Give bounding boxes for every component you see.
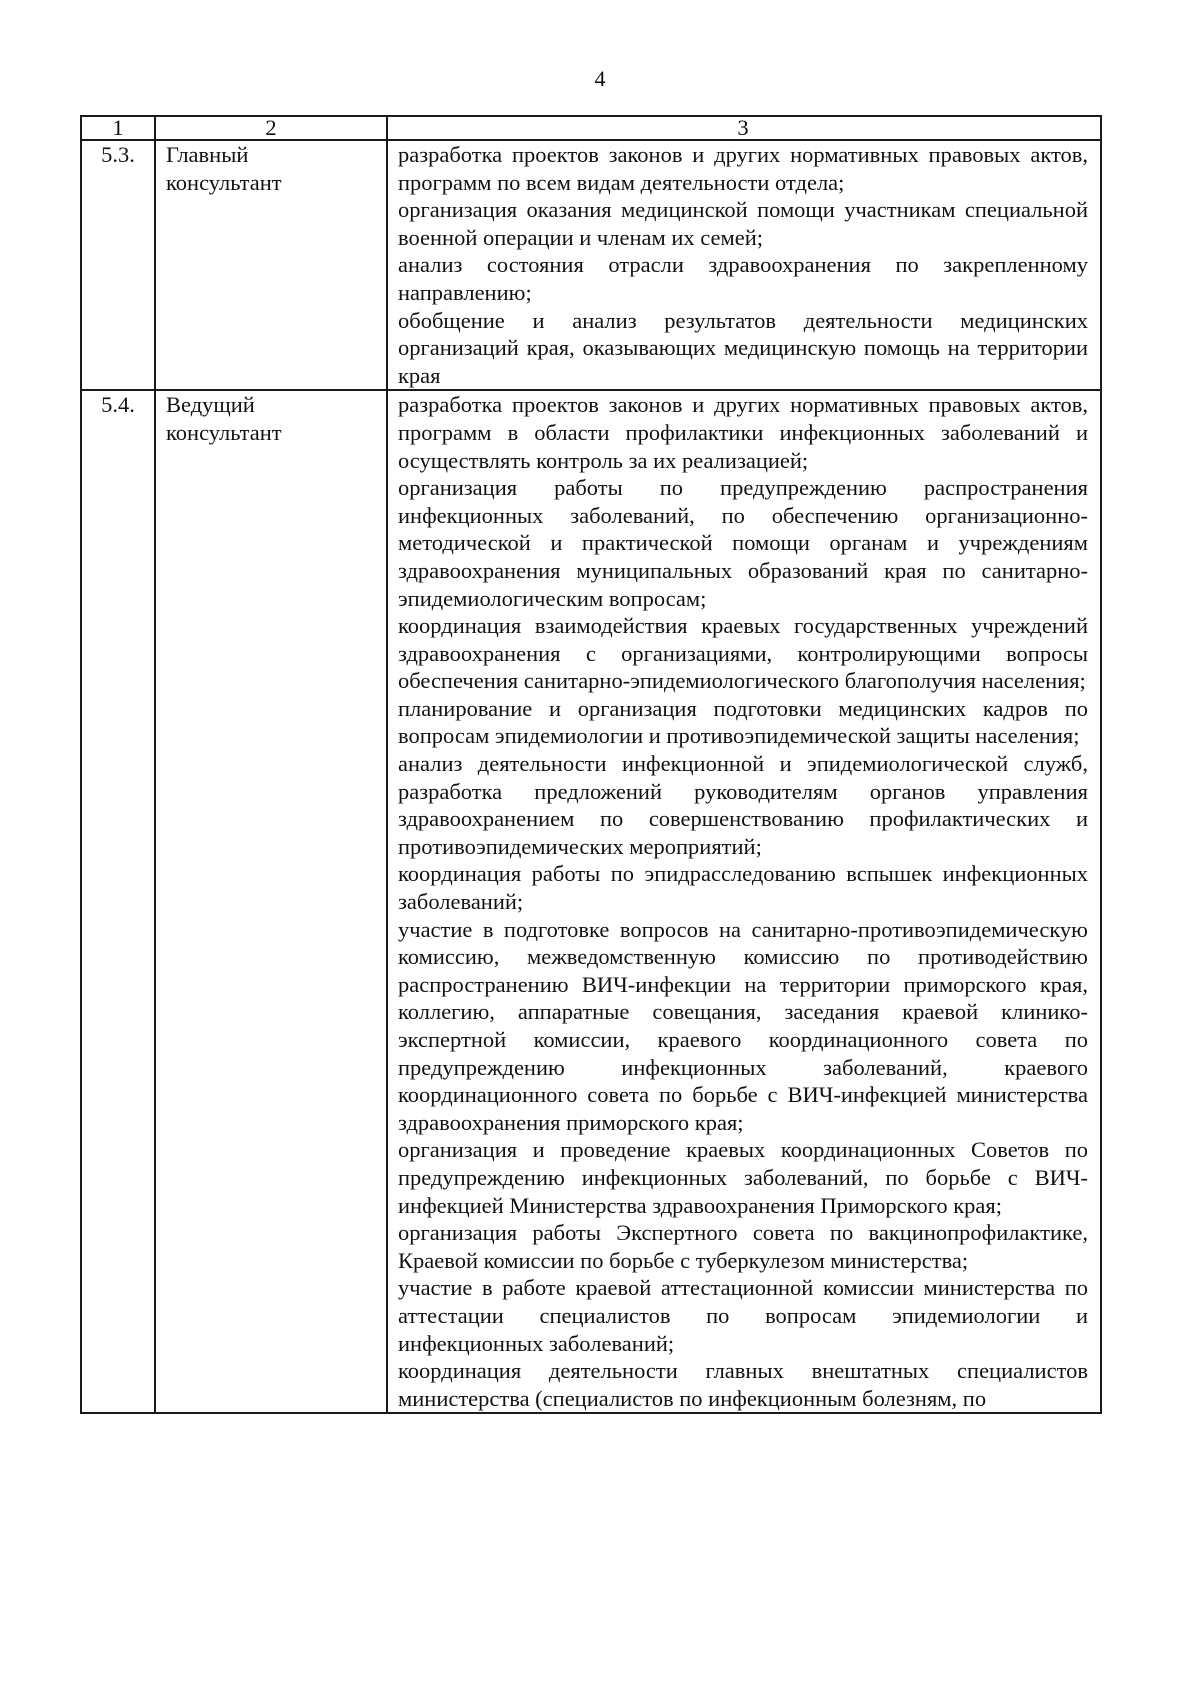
duties-cell — [387, 140, 1101, 390]
position-title-line: Главный — [166, 142, 249, 167]
duty-item: организация оказания медицинской помощи участникам специальной военной операции и членам их семей; — [398, 197, 1088, 250]
position-title — [155, 140, 387, 390]
table-header-row — [81, 116, 1101, 140]
table-row — [81, 140, 1101, 390]
duties-table — [80, 115, 1102, 1414]
duty-item: участие в работе краевой аттестационной комиссии министерства по аттестации специалистов по вопросам эпидемиологии и инфекционных заболеваний; — [398, 1275, 1088, 1356]
duty-item: планирование и организация подготовки медицинских кадров по вопросам эпидемиологии и противоэпидемической защиты населения; — [398, 695, 1088, 749]
table-row — [81, 390, 1101, 1413]
duties-cell — [387, 390, 1101, 1413]
duty-item: анализ деятельности инфекционной и эпидемиологической служб, разработка предложений руководителям органов управления здравоохранением по совершенствованию профилактических и противоэпидемических мероприятий; — [398, 751, 1088, 859]
page-number: 4 — [594, 66, 606, 91]
header-col-1: 1 — [81, 116, 155, 140]
position-title-line: Ведущий — [166, 392, 255, 418]
duty-item: разработка проектов законов и других нормативных правовых актов, программ по всем видам деятельности отдела; — [398, 142, 1088, 195]
duty-item: участие в подготовке вопросов на санитарно-противоэпидемическую комиссию, межведомственную комиссию по противодействию распространению ВИЧ-инфекции на территории приморского края, коллегию, аппаратные совещания, заседания краевой клинико-экспертной комиссии, краевого координационного совета по предупреждению инфекционных заболеваний, краевого координационного совета по борьбе с ВИЧ-инфекцией министерства здравоохранения приморского края; — [398, 916, 1088, 1135]
duty-item: разработка проектов законов и других нормативных правовых актов, программ в области профилактики инфекционных заболеваний и осуществлять контроль за их реализацией; — [398, 392, 1088, 473]
position-title-line: консультант — [166, 419, 282, 445]
duty-item: организация и проведение краевых координационных Советов по предупреждению инфекционных заболеваний, по борьбе с ВИЧ-инфекцией Министерства здравоохранения Приморского края; — [398, 1137, 1088, 1218]
header-col-3: 3 — [387, 116, 1101, 140]
duty-item: координация работы по эпидрасследованию вспышек инфекционных заболеваний; — [398, 861, 1088, 915]
duty-item: анализ состояния отрасли здравоохранения по закрепленному направлению; — [398, 252, 1088, 305]
duty-item: организация работы Экспертного совета по вакцинопрофилактике, Краевой комиссии по борьбе с туберкулезом министерства; — [398, 1220, 1088, 1273]
duty-item: координация деятельности главных внештатных специалистов министерства (специалистов по инфекционным болезням, по — [398, 1358, 1088, 1411]
position-title-line: консультант — [166, 169, 282, 195]
position-title — [155, 390, 387, 1413]
header-col-2: 2 — [155, 116, 387, 140]
row-number: 5.4. — [81, 390, 155, 1413]
duty-item: обобщение и анализ результатов деятельности медицинских организаций края, оказывающих медицинскую помощь на территории края — [398, 307, 1088, 388]
duty-item: организация работы по предупреждению распространения инфекционных заболеваний, по обеспечению организационно-методической и практической помощи органам и учреждениям здравоохранения муниципальных образований края по санитарно-эпидемиологическим вопросам; — [398, 475, 1088, 611]
duty-item: координация взаимодействия краевых государственных учреждений здравоохранения с организациями, контролирующими вопросы обеспечения санитарно-эпидемиологического благополучия населения; — [398, 613, 1088, 694]
row-number: 5.3. — [81, 140, 155, 390]
